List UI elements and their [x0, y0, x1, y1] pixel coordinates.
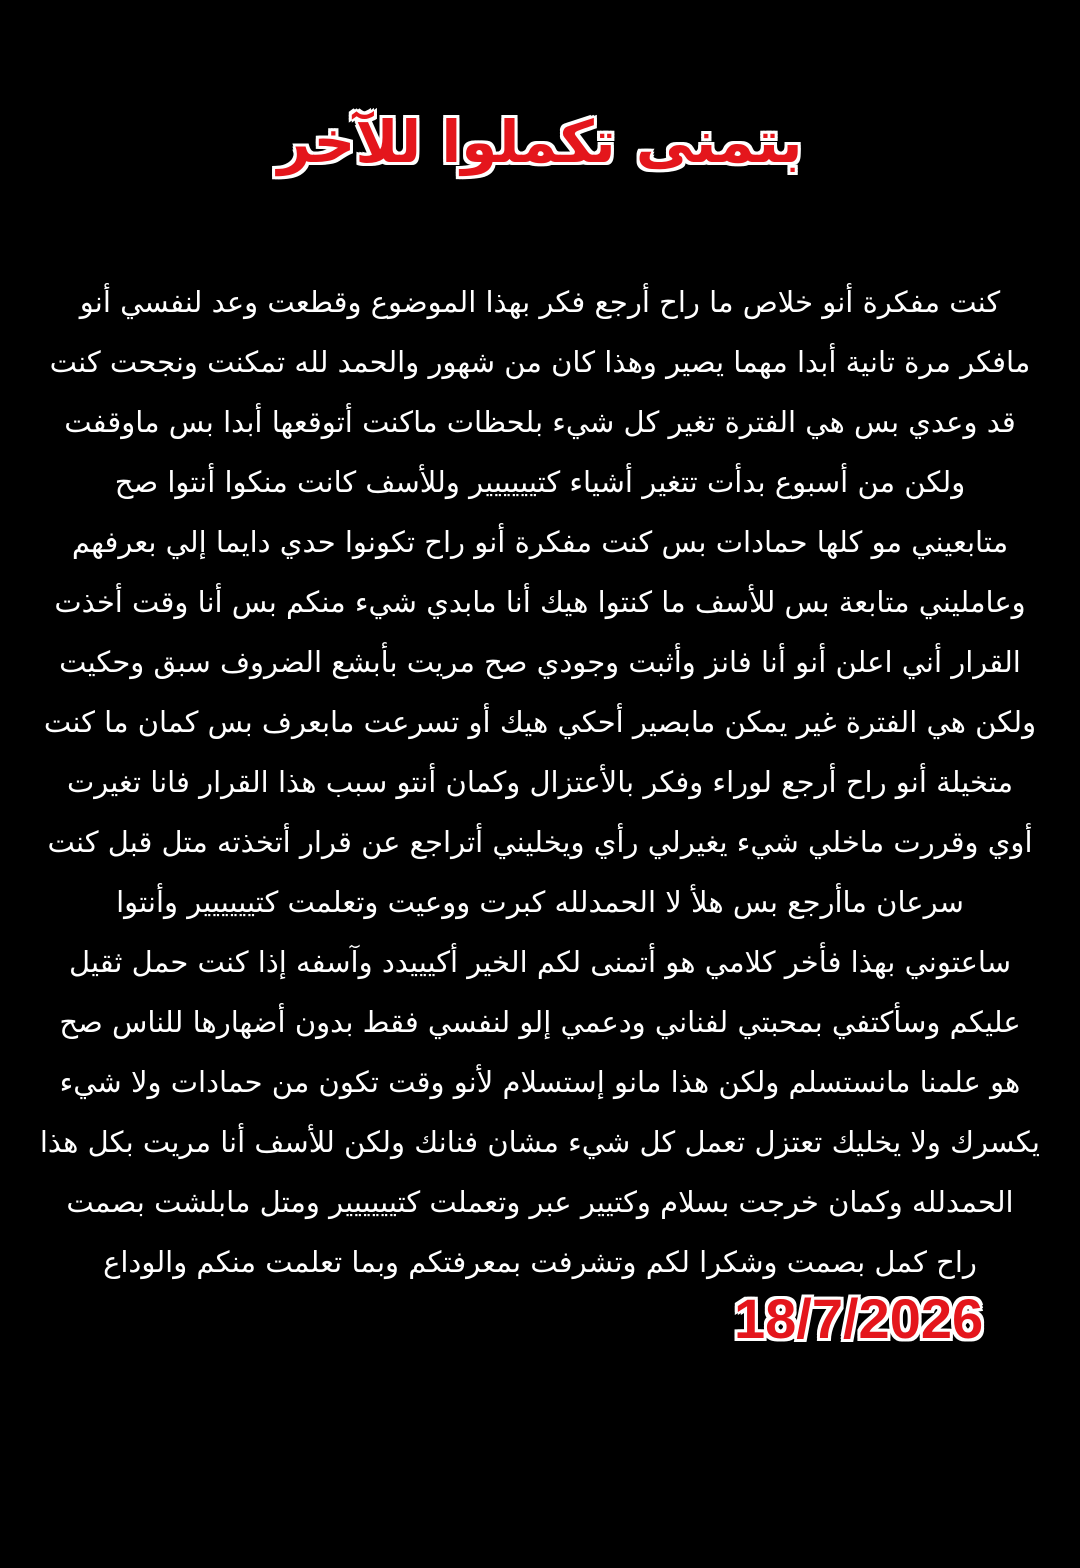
message-line: عليكم وسأكتفي بمحبتي لفناني ودعمي إلو لنفسي فقط بدون أضهارها للناس صح	[59, 1005, 1021, 1039]
message-line: متخيلة أنو راح أرجع لوراء وفكر بالأعتزال وكمان أنتو سبب هذا القرار فانا تغيرت	[66, 765, 1014, 799]
message-line: كنت مفكرة أنو خلاص ما راح أرجع فكر بهذا الموضوع وقطعت وعد لنفسي أنو	[79, 285, 1001, 319]
message-line: القرار أني اعلن أنو أنا فانز وأثبت وجودي صح مريت بأبشع الضروف سبق وحكيت	[59, 645, 1021, 679]
message-line: قد وعدي بس هي الفترة تغير كل شيء بلحظات ماكنت أتوقعها أبدا بس ماوقفت	[64, 405, 1016, 439]
message-line: وعامليني متابعة بس للأسف ما كنتوا هيك أنا مابدي شيء منكم بس أنا وقت أخذت	[54, 585, 1026, 619]
message-line: ساعتوني بهذا فأخر كلامي هو أتمنى لكم الخير أكيييدد وآسفه إذا كنت حمل ثقيل	[68, 945, 1012, 979]
date-stamp: 18/7/2026	[734, 1287, 984, 1350]
message-body	[40, 272, 1040, 1292]
message-line: ولكن هي الفترة غير يمكن مابصير أحكي هيك أو تسرعت مابعرف بس كمان ما كنت	[43, 705, 1037, 739]
message-line: يكسرك ولا يخليك تعتزل تعمل كل شيء مشان فنانك ولكن للأسف أنا مريت بكل هذا	[39, 1125, 1040, 1159]
message-line: ولكن من أسبوع بدأت تتغير أشياء كتيييييير وللأسف كانت منكوا أنتوا صح	[114, 465, 966, 499]
message-line: مافكر مرة تانية أبدا مهما يصير وهذا كان من شهور والحمد لله تمكنت ونجحت كنت	[49, 345, 1031, 379]
message-line: سرعان ماأرجع بس هلأ لا الحمدلله كبرت ووعيت وتعلمت كتيييييير وأنتوا	[116, 885, 964, 919]
message-line: راح كمل بصمت وشكرا لكم وتشرفت بمعرفتكم وبما تعلمت منكم والوداع	[103, 1245, 977, 1279]
message-line: الحمدلله وكمان خرجت بسلام وكتيير عبر وتعملت كتيييييير ومتل مابلشت بصمت	[66, 1185, 1014, 1219]
message-line: هو علمنا مانستسلم ولكن هذا مانو إستسلام لأنو وقت تكون من حمادات ولا شيء	[59, 1065, 1021, 1099]
page-title: بتمنى تكملوا للآخر	[277, 108, 803, 176]
message-line: أوي وقررت ماخلي شيء يغيرلي رأي ويخليني أتراجع عن قرار أتخذته متل قبل كنت	[47, 825, 1033, 859]
message-line: متابعيني مو كلها حمادات بس كنت مفكرة أنو راح تكونوا حدي دايما إلي بعرفهم	[71, 525, 1009, 559]
